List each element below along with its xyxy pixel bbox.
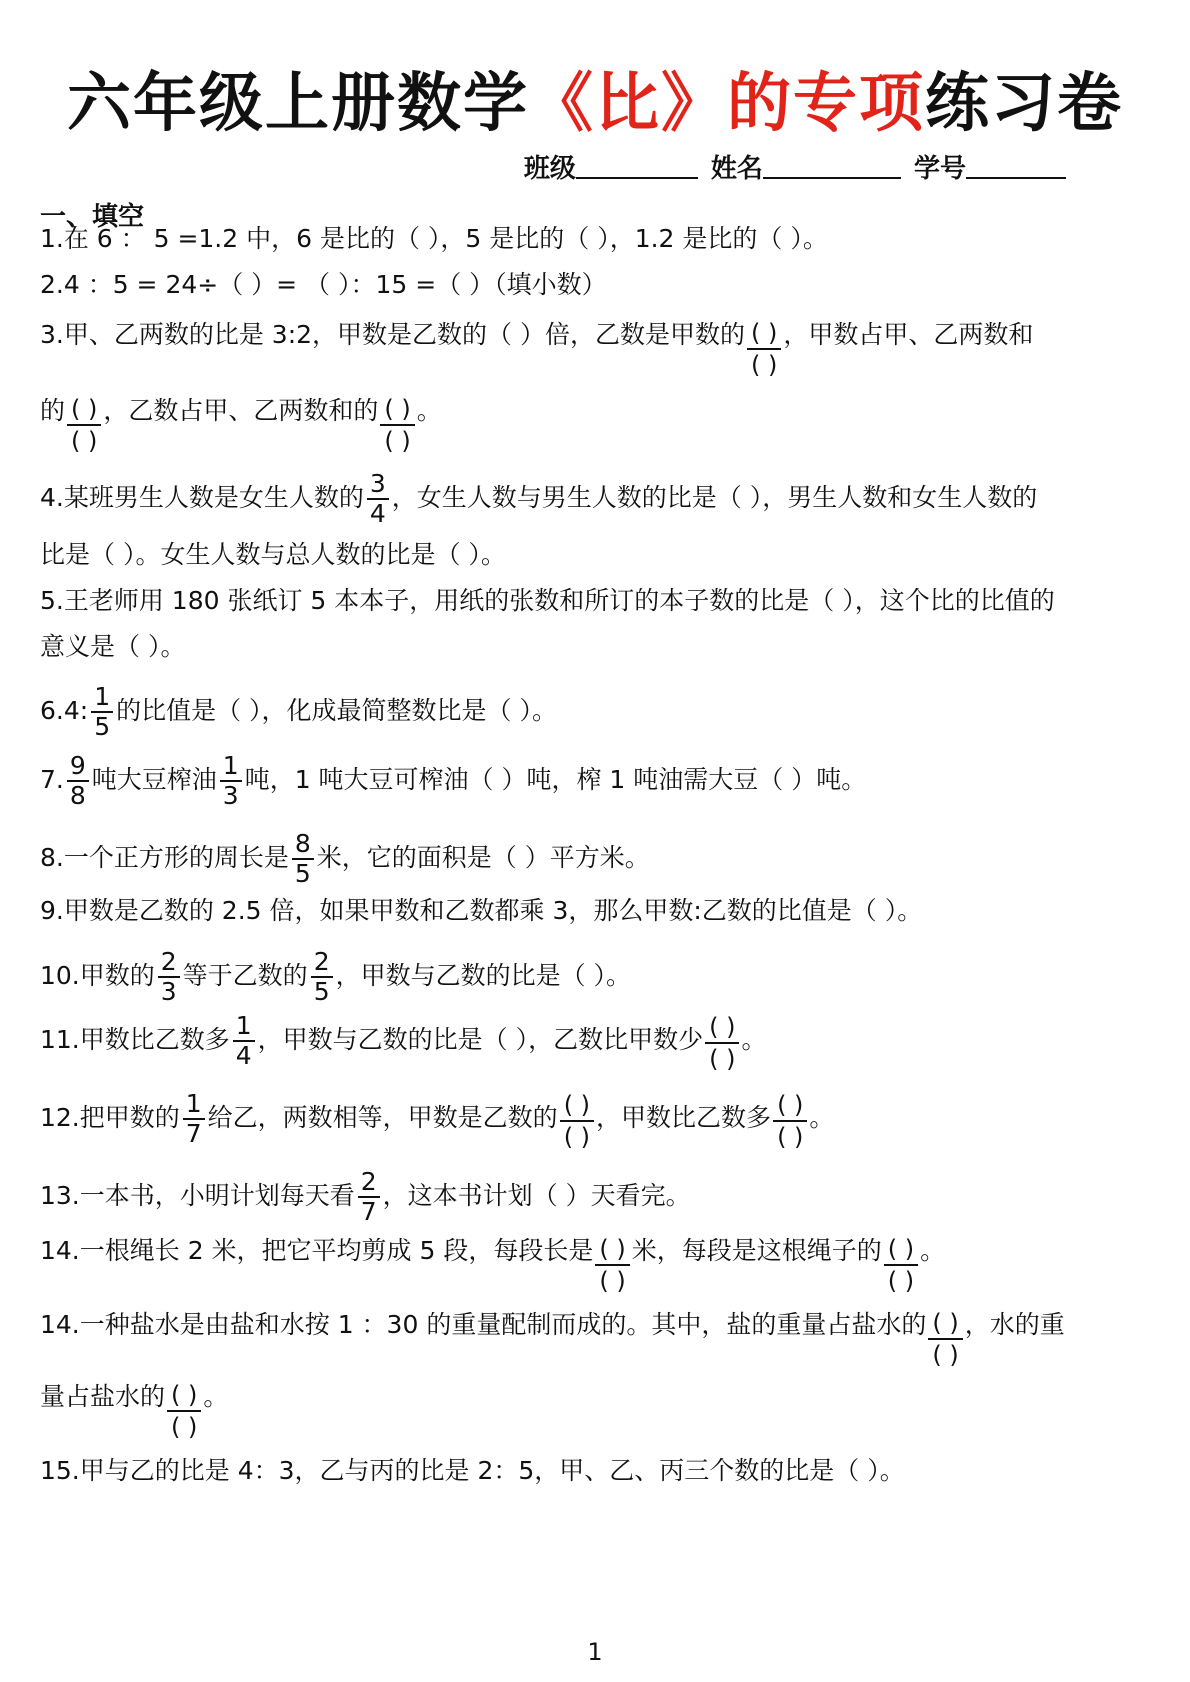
fraction <box>220 752 242 810</box>
answer-fraction-blank[interactable] <box>884 1234 918 1296</box>
fraction-denominator: 7 <box>360 1197 377 1226</box>
answer-fraction-blank[interactable] <box>595 1234 629 1296</box>
fraction-numerator: 2 <box>311 948 333 978</box>
question-14-salt <box>40 1308 1140 1370</box>
question-12-text-d: 。 <box>809 1103 835 1132</box>
fraction <box>233 1012 255 1070</box>
fraction <box>158 948 180 1006</box>
question-14-text-b: 米，每段是这根绳子的 <box>631 1236 882 1265</box>
fraction-numerator-blank: ( ) <box>747 318 781 350</box>
question-11 <box>40 1012 1140 1074</box>
question-2-text: 2.4 ：5 = 24÷（ ）= （ ）：15 =（ ）（填小数） <box>40 270 607 299</box>
question-3-text-e: 。 <box>416 396 442 425</box>
page-title <box>0 52 1190 144</box>
question-10-text-b: 等于乙数的 <box>182 961 308 990</box>
question-10-text-a: 10.甲数的 <box>40 961 155 990</box>
question-1-text: 1.在 6 ： 5 =1.2 中，6 是比的（ ），5 是比的（ ），1.2 是比的（ ）。 <box>40 224 828 253</box>
answer-fraction-blank[interactable] <box>747 318 781 380</box>
question-3-text-c: 的 <box>40 396 66 425</box>
question-10-text-c: ，甲数与乙数的比是（ ）。 <box>335 961 632 990</box>
fraction-denominator: 3 <box>160 977 177 1006</box>
title-part2: 《比》的专项 <box>529 67 925 141</box>
fraction-denominator-blank: ( ) <box>71 427 98 455</box>
question-7-text-c: 吨，1 吨大豆可榨油（ ）吨，榨 1 吨油需大豆（ ）吨。 <box>244 765 867 794</box>
question-7-text-b: 吨大豆榨油 <box>91 765 217 794</box>
fraction-numerator: 2 <box>358 1168 380 1198</box>
page-number: 1 <box>587 1638 603 1666</box>
question-11-text-b: ，甲数与乙数的比是（ ），乙数比甲数少 <box>257 1025 704 1054</box>
fraction-denominator: 4 <box>235 1041 252 1070</box>
name-blank[interactable] <box>763 151 901 179</box>
fraction-denominator-blank: ( ) <box>709 1045 736 1073</box>
question-14-salt-continued <box>40 1380 1140 1442</box>
fraction-denominator: 7 <box>185 1119 202 1148</box>
question-8-text-a: 8.一个正方形的周长是 <box>40 843 289 872</box>
question-4-text-b: ，女生人数与男生人数的比是（ ），男生人数和女生人数的 <box>391 483 1038 512</box>
question-14-salt-text-c: 量占盐水的 <box>40 1382 166 1411</box>
question-4-continued <box>40 538 1140 572</box>
fraction-denominator: 3 <box>222 781 239 810</box>
answer-fraction-blank[interactable] <box>773 1090 807 1152</box>
question-6-text-a: 6.4: <box>40 696 89 725</box>
fraction-denominator-blank: ( ) <box>932 1341 959 1369</box>
question-11-text-a: 11.甲数比乙数多 <box>40 1025 230 1054</box>
class-label: 班级 <box>523 154 576 184</box>
fraction-numerator-blank: ( ) <box>380 394 414 426</box>
question-6-text-b: 的比值是（ ），化成最简整数比是（ ）。 <box>116 696 557 725</box>
fraction-denominator-blank: ( ) <box>887 1267 915 1295</box>
question-2 <box>40 268 1140 302</box>
class-blank[interactable] <box>576 151 698 179</box>
fraction-numerator: 1 <box>233 1012 255 1042</box>
question-5-continued <box>40 630 1140 664</box>
question-14 <box>40 1234 1140 1296</box>
question-8 <box>40 830 1140 888</box>
question-13-text-b: ，这本书计划（ ）天看完。 <box>382 1181 691 1210</box>
fraction-numerator-blank: ( ) <box>67 394 101 426</box>
title-part3: 练习卷 <box>925 67 1123 141</box>
fraction-numerator: 3 <box>367 470 389 500</box>
question-12-text-b: 给乙，两数相等，甲数是乙数的 <box>207 1103 558 1132</box>
fraction <box>367 470 389 528</box>
fraction-numerator-blank: ( ) <box>884 1234 918 1266</box>
answer-fraction-blank[interactable] <box>705 1012 739 1074</box>
question-14-salt-text-d: 。 <box>203 1382 229 1411</box>
question-9 <box>40 894 1140 928</box>
answer-fraction-blank[interactable] <box>928 1308 962 1370</box>
question-14-salt-text-b: ，水的重 <box>964 1310 1065 1339</box>
question-9-text: 9.甲数是乙数的 2.5 倍，如果甲数和乙数都乘 3，那么甲数:乙数的比值是（ ）。 <box>40 896 923 925</box>
question-14-text-c: 。 <box>920 1236 946 1265</box>
question-3-text-a: 3.甲、乙两数的比是 3:2，甲数是乙数的（ ）倍，乙数是甲数的 <box>40 320 745 349</box>
question-4-text-c: 比是（ ）。女生人数与总人数的比是（ ）。 <box>40 540 506 569</box>
question-10 <box>40 948 1140 1006</box>
fraction-numerator: 9 <box>67 752 89 782</box>
fraction-denominator: 5 <box>313 977 330 1006</box>
question-7-text-a: 7. <box>40 765 64 794</box>
question-13-text-a: 13.一本书，小明计划每天看 <box>40 1181 355 1210</box>
fraction-denominator-blank: ( ) <box>750 351 778 379</box>
fraction-numerator-blank: ( ) <box>773 1090 807 1122</box>
question-7 <box>40 752 1140 810</box>
question-3-text-b: ，甲数占甲、乙两数和 <box>783 320 1034 349</box>
fraction <box>292 830 314 888</box>
question-5-text: 5.王老师用 180 张纸订 5 本本子，用纸的张数和所订的本子数的比是（ ），这个比的比值的 <box>40 586 1055 615</box>
fraction <box>91 683 113 741</box>
fraction <box>358 1168 380 1226</box>
number-label: 学号 <box>913 154 966 184</box>
question-15-text: 15.甲与乙的比是 4：3，乙与丙的比是 2：5，甲、乙、丙三个数的比是（ ）。 <box>40 1456 905 1485</box>
fraction-numerator-blank: ( ) <box>705 1012 739 1044</box>
fraction-denominator: 5 <box>94 712 111 741</box>
fraction-numerator: 1 <box>91 683 113 713</box>
question-13 <box>40 1168 1140 1226</box>
fraction-denominator-blank: ( ) <box>384 427 411 455</box>
question-12 <box>40 1090 1140 1152</box>
question-5-text-b: 意义是（ ）。 <box>40 632 186 661</box>
question-3-continued <box>40 394 1140 456</box>
section-title: 一、填空 <box>40 202 145 232</box>
question-1 <box>40 222 1140 256</box>
question-3-text-d: ，乙数占甲、乙两数和的 <box>103 396 379 425</box>
fraction-denominator-blank: ( ) <box>171 1413 198 1441</box>
fraction-numerator: 8 <box>292 830 314 860</box>
answer-fraction-blank[interactable] <box>380 394 414 456</box>
fraction-numerator-blank: ( ) <box>167 1380 201 1412</box>
fraction-denominator-blank: ( ) <box>777 1123 804 1151</box>
fraction-denominator: 8 <box>69 781 86 810</box>
answer-fraction-blank[interactable] <box>67 394 101 456</box>
fraction-numerator-blank: ( ) <box>560 1090 594 1122</box>
fraction <box>183 1090 205 1148</box>
fraction-numerator: 2 <box>158 948 180 978</box>
question-12-text-a: 12.把甲数的 <box>40 1103 180 1132</box>
fraction <box>311 948 333 1006</box>
fraction-numerator: 1 <box>183 1090 205 1120</box>
answer-fraction-blank[interactable] <box>167 1380 201 1442</box>
fraction-numerator-blank: ( ) <box>928 1308 962 1340</box>
fraction-denominator-blank: ( ) <box>563 1123 591 1151</box>
title-part1: 六年级上册数学 <box>67 67 529 141</box>
name-label: 姓名 <box>710 154 763 184</box>
question-4-text-a: 4.某班男生人数是女生人数的 <box>40 483 364 512</box>
fraction-numerator-blank: ( ) <box>595 1234 629 1266</box>
fraction-denominator: 5 <box>294 859 311 888</box>
answer-fraction-blank[interactable] <box>560 1090 594 1152</box>
student-info-row <box>524 148 1070 185</box>
question-4 <box>40 470 1140 528</box>
question-8-text-b: 米，它的面积是（ ）平方米。 <box>316 843 650 872</box>
question-6 <box>40 683 1140 741</box>
question-15 <box>40 1454 1140 1488</box>
fraction <box>67 752 89 810</box>
fraction-denominator-blank: ( ) <box>599 1267 626 1295</box>
question-14-text-a: 14.一根绳长 2 米，把它平均剪成 5 段，每段长是 <box>40 1236 594 1265</box>
question-11-text-c: 。 <box>741 1025 767 1054</box>
question-5 <box>40 584 1140 618</box>
number-blank[interactable] <box>966 151 1066 179</box>
question-14-salt-text-a: 14.一种盐水是由盐和水按 1 ：30 的重量配制而成的。其中，盐的重量占盐水的 <box>40 1310 927 1339</box>
fraction-denominator: 4 <box>369 499 386 528</box>
fraction-numerator: 1 <box>220 752 242 782</box>
question-3 <box>40 318 1140 380</box>
question-12-text-c: ，甲数比乙数多 <box>596 1103 772 1132</box>
